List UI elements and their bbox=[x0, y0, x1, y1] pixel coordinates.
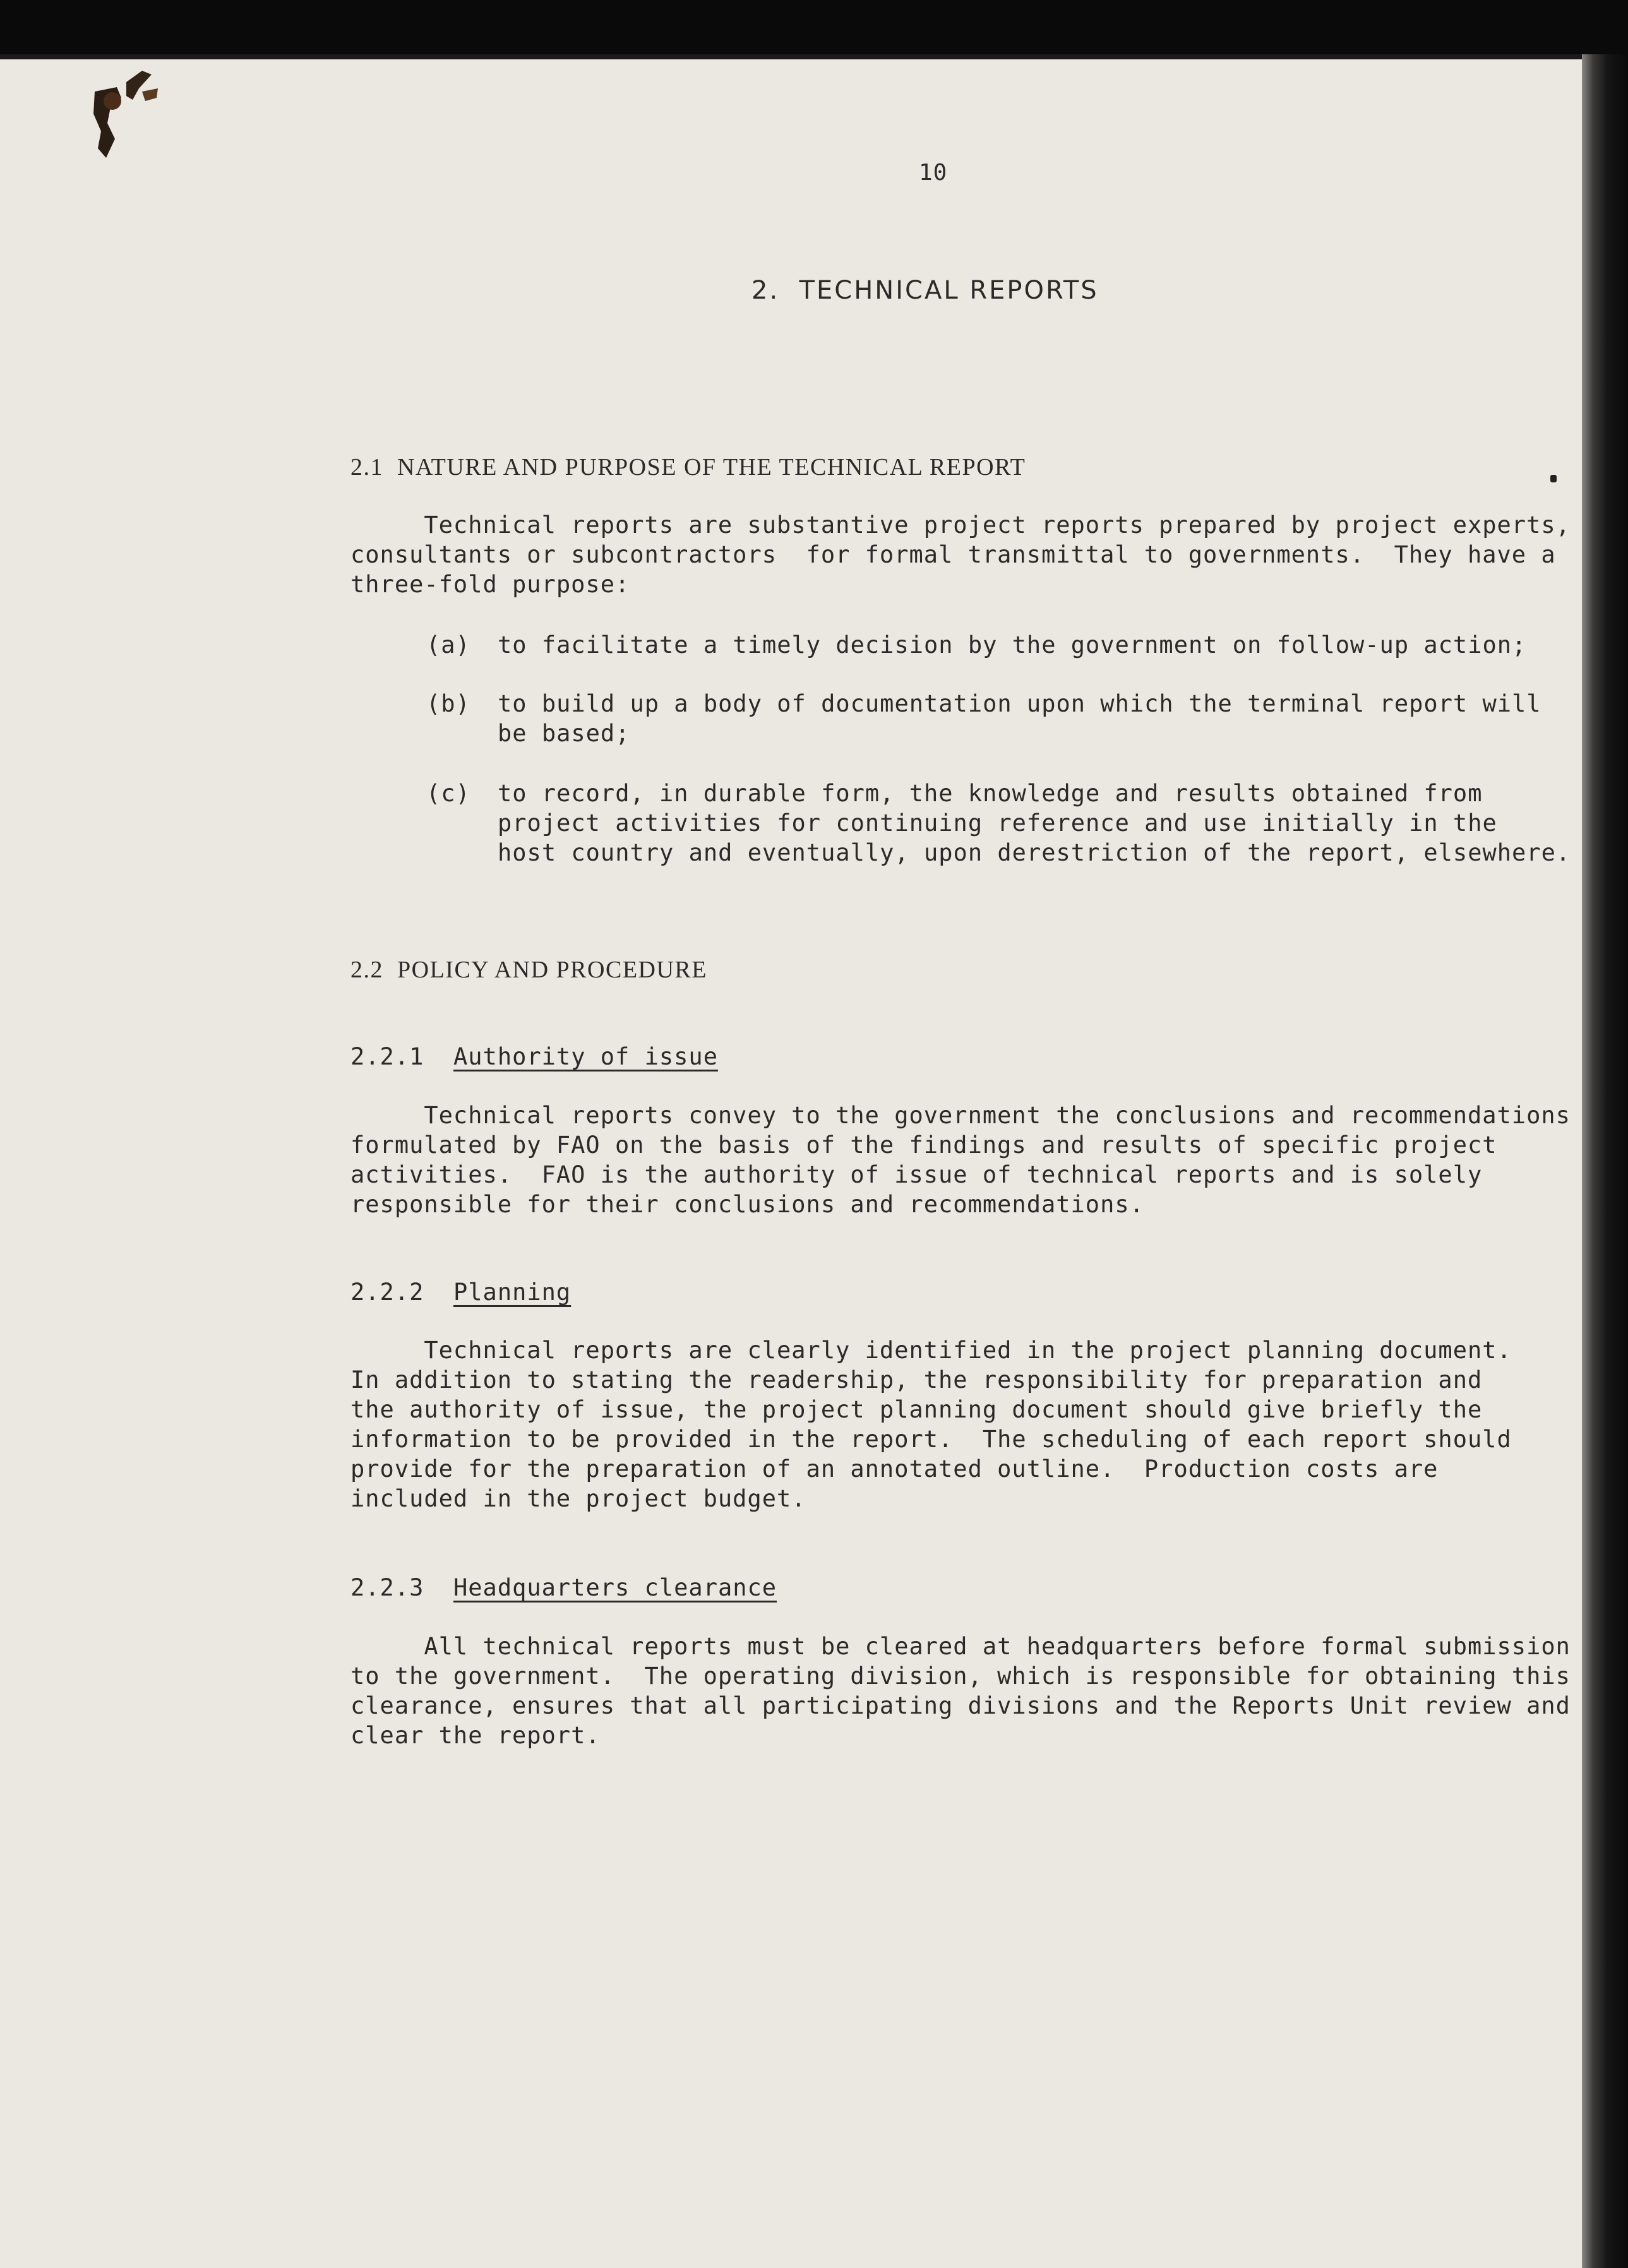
list-item-label: (a) bbox=[426, 631, 470, 659]
subsection-number: 2.2.2 bbox=[350, 1279, 424, 1306]
paragraph-line: clearance, ensures that all participating divisions and the Reports Unit review and bbox=[350, 1692, 1571, 1719]
paragraph-line: included in the project budget. bbox=[350, 1485, 806, 1512]
section-heading-2-1: 2.1 NATURE AND PURPOSE OF THE TECHNICAL REPORT bbox=[350, 454, 1026, 480]
paragraph-line: provide for the preparation of an annotated outline. Production costs are bbox=[350, 1455, 1439, 1483]
paragraph-line: clear the report. bbox=[350, 1722, 601, 1749]
list-item-line: project activities for continuing reference and use initially in the bbox=[498, 809, 1497, 837]
chapter-title: 2. TECHNICAL REPORTS bbox=[751, 276, 1099, 305]
paragraph-line: Technical reports convey to the government the conclusions and recommendations bbox=[350, 1102, 1571, 1129]
paragraph-line: three-fold purpose: bbox=[350, 571, 630, 598]
list-item-line: host country and eventually, upon derestriction of the report, elsewhere. bbox=[498, 839, 1571, 866]
subsection-title: Planning bbox=[453, 1279, 572, 1306]
list-item-label: (c) bbox=[426, 780, 470, 807]
list-item-label: (b) bbox=[426, 690, 470, 717]
paragraph-line: consultants or subcontractors for formal transmittal to governments. They have a bbox=[350, 541, 1556, 568]
paragraph-line: All technical reports must be cleared at headquarters before formal submission bbox=[350, 1633, 1571, 1660]
page-number: 10 bbox=[919, 160, 948, 186]
subsection-title: Headquarters clearance bbox=[453, 1574, 777, 1601]
paragraph-line: Technical reports are substantive project reports prepared by project experts, bbox=[350, 511, 1571, 539]
paragraph-line: Technical reports are clearly identified in the project planning document. bbox=[350, 1337, 1512, 1364]
list-item-line: to build up a body of documentation upon which the terminal report will bbox=[498, 690, 1541, 717]
section-heading-2-2: 2.2 POLICY AND PROCEDURE bbox=[350, 957, 707, 983]
list-item-line: be based; bbox=[498, 720, 630, 747]
paragraph-line: responsible for their conclusions and recommendations. bbox=[350, 1191, 1144, 1218]
subsection-number: 2.2.1 bbox=[350, 1043, 424, 1070]
scan-speck bbox=[1550, 475, 1557, 482]
paragraph-line: to the government. The operating division, which is responsible for obtaining this bbox=[350, 1662, 1571, 1690]
subsection-title: Authority of issue bbox=[453, 1043, 718, 1070]
list-item-line: to facilitate a timely decision by the government on follow-up action; bbox=[498, 631, 1527, 659]
paragraph-line: information to be provided in the report. The scheduling of each report should bbox=[350, 1426, 1512, 1453]
list-item-line: to record, in durable form, the knowledge and results obtained from bbox=[498, 780, 1483, 807]
paragraph-line: activities. FAO is the authority of issue of technical reports and is solely bbox=[350, 1161, 1483, 1188]
paragraph-line: In addition to stating the readership, the responsibility for preparation and bbox=[350, 1366, 1483, 1394]
subsection-number: 2.2.3 bbox=[350, 1574, 424, 1601]
paragraph-line: the authority of issue, the project planning document should give briefly the bbox=[350, 1396, 1483, 1423]
paragraph-line: formulated by FAO on the basis of the findings and results of specific project bbox=[350, 1131, 1497, 1159]
